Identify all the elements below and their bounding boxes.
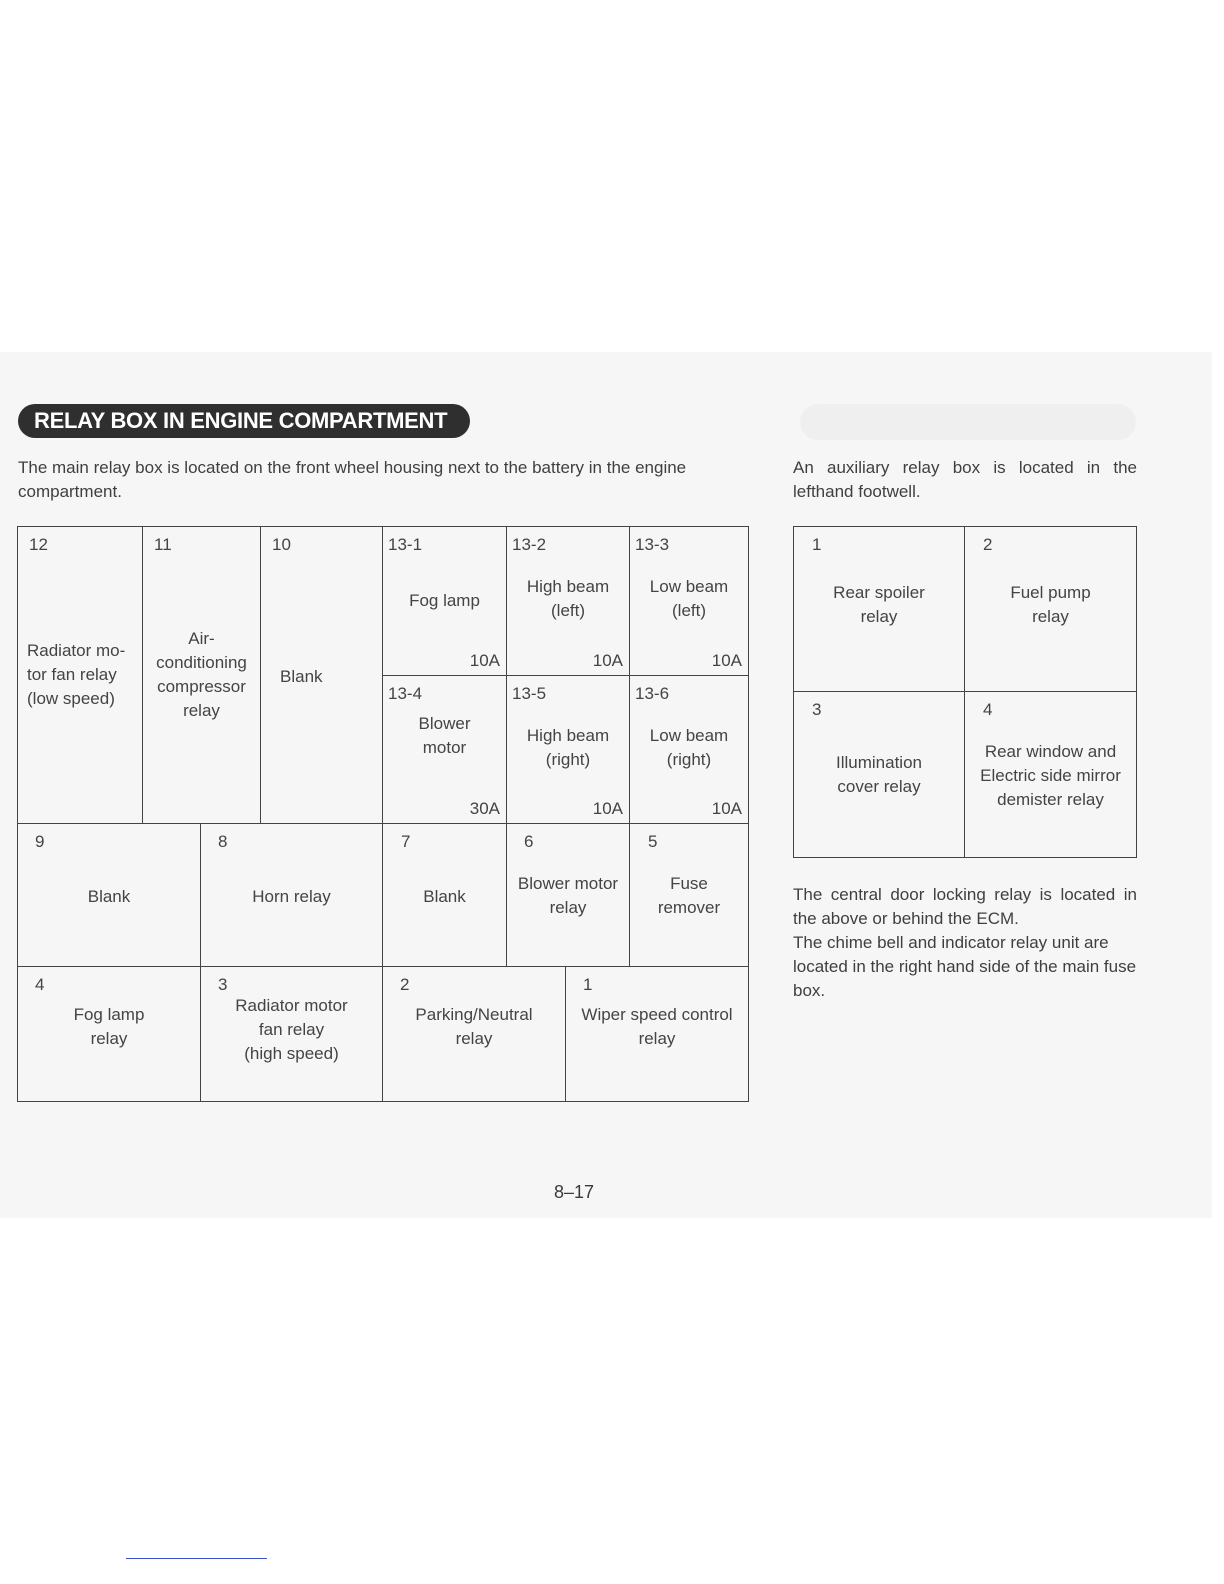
relay-number: 6	[524, 832, 534, 851]
label-line: High beam	[526, 726, 610, 745]
relay-label	[634, 872, 744, 920]
note-chime-bell: The chime bell and indicator relay unit are located in the right hand side of the main fuse box.	[793, 933, 1137, 1000]
relay-number: 13-1	[388, 535, 423, 554]
label-line: Fuel pump	[1010, 583, 1091, 602]
relay-number: 13-6	[635, 684, 670, 703]
relay-number: 12	[29, 535, 48, 554]
label-line: (left)	[551, 601, 585, 620]
relay-cell-10	[261, 527, 383, 824]
relay-cell-6	[507, 824, 630, 967]
relay-number: 7	[401, 832, 411, 851]
relay-number: 2	[400, 975, 410, 994]
label-line: relay	[638, 1029, 676, 1048]
relay-label	[798, 751, 960, 799]
label-line: relay	[90, 1029, 128, 1048]
label-line: relay	[1032, 607, 1069, 626]
relay-number: 3	[812, 700, 822, 719]
fuse-rating: 30A	[469, 799, 500, 818]
relay-label: Horn relay	[252, 887, 331, 906]
label-line: remover	[657, 898, 721, 917]
relay-cell-2	[383, 967, 566, 1101]
relay-number: 9	[35, 832, 45, 851]
relay-number: 8	[218, 832, 228, 851]
bottom-rule	[126, 1558, 267, 1559]
relay-cell-12	[18, 527, 143, 824]
label-line: Fog lamp	[73, 1005, 145, 1024]
relay-cell-7	[383, 824, 507, 967]
relay-cell-11	[143, 527, 261, 824]
relay-label	[147, 627, 256, 723]
relay-cell-13-4	[383, 676, 507, 824]
label-line: Air-	[188, 629, 215, 648]
label-line: relay	[183, 701, 220, 720]
label-line: Fuse	[670, 874, 708, 893]
section-heading: RELAY BOX IN ENGINE COMPARTMENT	[18, 404, 470, 438]
label-line: Radiator mo-	[27, 641, 126, 660]
label-line: motor	[422, 738, 467, 757]
relay-label	[798, 581, 960, 629]
relay-label: Fog lamp	[409, 591, 480, 610]
label-line: Low beam	[649, 726, 729, 745]
relay-number: 10	[272, 535, 291, 554]
relay-cell-13-3	[630, 527, 748, 676]
aux-relay-cell-4	[965, 692, 1136, 857]
relay-cell-13-2	[507, 527, 630, 676]
label-line: (left)	[672, 601, 706, 620]
relay-label	[511, 575, 625, 623]
relay-number: 2	[983, 535, 993, 554]
relay-number: 13-3	[635, 535, 670, 554]
label-line: High beam	[526, 577, 610, 596]
auxiliary-relay-box	[793, 526, 1137, 858]
relay-label	[22, 1003, 196, 1051]
main-relay-box	[17, 526, 749, 1102]
label-line: compressor	[157, 677, 246, 696]
relay-label: Blank	[423, 887, 466, 906]
fuse-rating: 10A	[711, 651, 742, 670]
label-line: Blower	[418, 714, 471, 733]
label-line: fan relay	[258, 1020, 325, 1039]
label-line: (right)	[545, 750, 591, 769]
relay-label	[969, 581, 1132, 629]
relay-cell-8	[201, 824, 383, 967]
fuse-rating: 10A	[592, 799, 623, 818]
relay-label	[634, 724, 744, 772]
relay-number: 13-4	[388, 684, 423, 703]
relay-number: 4	[983, 700, 993, 719]
label-line: Illumination	[836, 753, 922, 772]
fuse-rating: 10A	[711, 799, 742, 818]
aux-relay-cell-3	[794, 692, 965, 857]
label-line: Low beam	[649, 577, 729, 596]
relay-number: 13-2	[512, 535, 547, 554]
relay-label	[511, 724, 625, 772]
fuse-rating: 10A	[469, 651, 500, 670]
relay-label	[27, 639, 138, 711]
relay-label: Blank	[280, 667, 323, 686]
relay-number: 3	[218, 975, 228, 994]
faded-heading-bar	[800, 404, 1136, 440]
relay-cell-4	[18, 967, 201, 1101]
intro-right-text: An auxiliary relay box is located in the lefthand footwell.	[793, 458, 1137, 501]
relay-label	[387, 1003, 561, 1051]
relay-label: Blank	[87, 887, 131, 906]
fuse-rating: 10A	[592, 651, 623, 670]
label-line: relay	[455, 1029, 493, 1048]
aux-relay-cell-2	[965, 527, 1136, 692]
relay-label	[511, 872, 625, 920]
label-line: cover relay	[837, 777, 921, 796]
label-line: Rear window and	[984, 742, 1117, 761]
relay-label	[205, 994, 378, 1066]
relay-number: 11	[154, 535, 172, 554]
relay-number: 13-5	[512, 684, 547, 703]
relay-label	[967, 740, 1134, 812]
aux-relay-cell-1	[794, 527, 965, 692]
label-line: relay	[549, 898, 587, 917]
relay-number: 1	[583, 975, 593, 994]
label-line: conditioning	[156, 653, 247, 672]
label-line: relay	[860, 607, 898, 626]
relay-number: 5	[648, 832, 658, 851]
label-line: Parking/Neutral	[415, 1005, 533, 1024]
label-line: Electric side mirror	[980, 766, 1121, 785]
relay-cell-5	[630, 824, 748, 967]
label-line: Rear spoiler	[833, 583, 925, 602]
label-line: Blower motor	[517, 874, 619, 893]
label-line: tor fan relay	[27, 665, 117, 684]
relay-cell-3	[201, 967, 383, 1101]
relay-number: 4	[35, 975, 45, 994]
label-line: Radiator motor	[235, 996, 348, 1015]
relay-cell-1	[566, 967, 748, 1101]
page-number: 8–17	[553, 1182, 595, 1202]
label-line: demister relay	[997, 790, 1104, 809]
label-line: (right)	[666, 750, 712, 769]
label-line: (high speed)	[244, 1044, 339, 1063]
relay-cell-13-5	[507, 676, 630, 824]
intro-left-text: The main relay box is located on the front wheel housing next to the battery in the engine compartment.	[18, 458, 687, 501]
relay-cell-9	[18, 824, 201, 967]
relay-label	[570, 1003, 744, 1051]
label-line: (low speed)	[27, 689, 115, 708]
relay-number: 1	[812, 535, 822, 554]
note-door-locking: The central door locking relay is located in the above or behind the ECM.	[793, 885, 1137, 928]
relay-label	[634, 575, 744, 623]
relay-cell-13-6	[630, 676, 748, 824]
relay-label	[387, 712, 502, 760]
label-line: Wiper speed control	[581, 1005, 733, 1024]
relay-cell-13-1	[383, 527, 507, 676]
notes	[793, 883, 1137, 1003]
